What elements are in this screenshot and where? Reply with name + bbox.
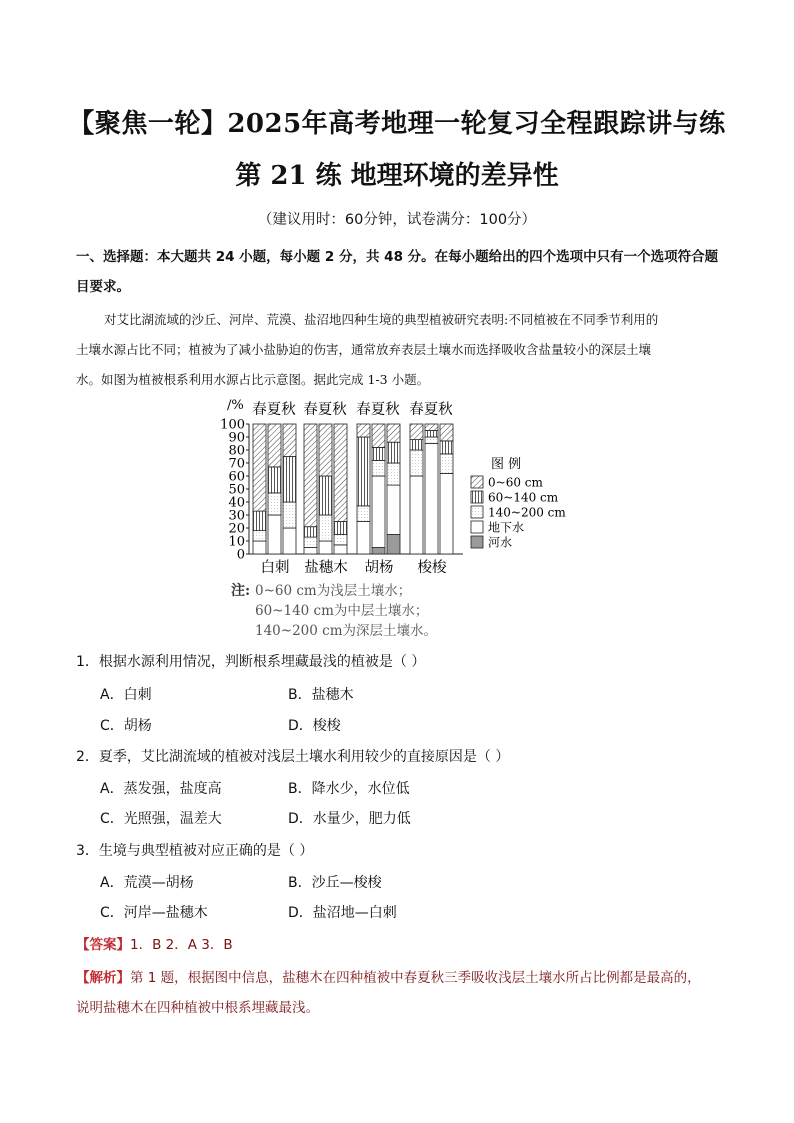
bar-segment [253, 541, 266, 554]
answer-block [76, 933, 233, 953]
material-line3: 水。如图为植被根系利用水源占比示意图。据此完成 1-3 小题。 [76, 372, 430, 387]
y-tick-label: 60 [228, 469, 245, 485]
bar-segment [425, 431, 438, 438]
question-1-option-b: B．盐穗木 [288, 687, 354, 703]
analysis-line1: 第 1 题，根据图中信息，盐穗木在四种植被中春夏秋三季吸收浅层土壤水所占比例都是最高的， [130, 970, 701, 986]
bar-segment [319, 476, 332, 515]
bar-segment [268, 515, 281, 554]
bar-segment [357, 437, 370, 506]
bar-segment [304, 548, 317, 555]
bar-segment [283, 502, 296, 528]
group-label: 胡杨 [364, 560, 394, 576]
answer-text: 1．B 2．A 3．B [130, 937, 233, 953]
y-tick-label: 30 [228, 508, 245, 524]
bar-segment [334, 522, 347, 535]
question-3-option-d: D．盐沼地—白刺 [288, 905, 397, 921]
bar-segment [410, 450, 423, 476]
question-3-option-b: B．沙丘—梭梭 [288, 875, 382, 891]
legend-label: 地下水 [488, 520, 525, 535]
bar-segment [410, 476, 423, 554]
document-title: 【聚焦一轮】2025年高考地理一轮复习全程跟踪讲与练 [68, 109, 726, 139]
note-line-3: 140~200 cm为深层土壤水。 [255, 623, 437, 639]
root-water-source-chart [220, 396, 585, 646]
bar-segment [372, 460, 385, 476]
bar-segment [304, 537, 317, 547]
bar-segment [253, 511, 266, 530]
group-label: 盐穗木 [304, 560, 348, 576]
question-3-option-a: A．荒漠—胡杨 [100, 875, 194, 891]
question-1-option-c: C．胡杨 [100, 718, 152, 734]
y-tick-label: 70 [228, 456, 245, 472]
bar-segment [440, 424, 453, 441]
note-label: 注: [231, 583, 251, 599]
y-tick-label: 90 [228, 430, 245, 446]
chart-legend [471, 457, 566, 550]
question-1-stem: 1．根据水源利用情况，判断根系埋藏最浅的植被是（ ） [76, 654, 426, 670]
bar-segment [283, 528, 296, 554]
y-tick-label: 80 [228, 443, 245, 459]
question-3-stem: 3．生境与典型植被对应正确的是（ ） [76, 843, 314, 859]
analysis-block [76, 963, 736, 1023]
bar-segment [253, 531, 266, 541]
bar-segment [319, 515, 332, 541]
bar-segment [372, 424, 385, 447]
answer-label: 【答案】 [76, 937, 130, 953]
bar-segment [319, 541, 332, 554]
y-tick-label: 100 [220, 417, 245, 433]
season-label: 春夏秋 [303, 402, 347, 418]
bar-segment [387, 485, 400, 534]
bar-segment [357, 506, 370, 522]
y-tick-label: 10 [228, 534, 245, 550]
legend-swatch [471, 506, 483, 518]
bar-segment [440, 473, 453, 554]
bar-segment [334, 545, 347, 554]
bar-segment [283, 457, 296, 503]
question-1-option-a: A．白刺 [100, 687, 152, 703]
bar-segment [440, 454, 453, 474]
bar-segment [319, 424, 332, 476]
material-line2: 土壤水源占比不同；植被为了减小盐胁迫的伤害，通常放弃表层土壤水而选择吸收含盐量较小的深层土壤 [76, 342, 652, 357]
bar-segment [440, 441, 453, 454]
question-2-option-c: C．光照强，温差大 [100, 811, 222, 827]
bar-segment [253, 424, 266, 511]
reading-material [76, 305, 726, 395]
y-axis-unit: /% [227, 398, 244, 413]
season-label: 春夏秋 [252, 402, 296, 418]
bar-segment [372, 476, 385, 548]
question-3-option-c: C．河岸—盐穗木 [100, 905, 208, 921]
bar-segment [410, 440, 423, 450]
legend-swatch [471, 521, 483, 533]
bar-segment [425, 444, 438, 555]
bar-segment [372, 447, 385, 460]
analysis-label: 【解析】 [76, 970, 130, 986]
bar-segment [357, 424, 370, 437]
bar-segment [268, 424, 281, 467]
bar-segment [387, 442, 400, 463]
legend-label: 河水 [488, 535, 513, 550]
bar-segment [410, 424, 423, 440]
section-heading-line1: 一、选择题：本大题共 24 小题，每小题 2 分，共 48 分。在每小题给出的四个选项中只有一个选项符合题 [76, 249, 719, 265]
bar-segment [334, 424, 347, 522]
bar-segment [372, 548, 385, 555]
section-heading-line2: 目要求。 [76, 279, 130, 295]
legend-title: 图 例 [491, 457, 522, 472]
legend-swatch [471, 536, 483, 548]
season-label: 春夏秋 [356, 402, 400, 418]
question-2-stem: 2．夏季，艾比湖流域的植被对浅层土壤水利用较少的直接原因是（ ） [76, 749, 510, 765]
group-label: 白刺 [260, 560, 290, 576]
bar-segment [283, 424, 296, 457]
note-line-2: 60~140 cm为中层土壤水； [255, 603, 429, 619]
question-2-option-d: D．水量少，肥力低 [288, 811, 411, 827]
bar-segment [268, 493, 281, 515]
legend-label: 60~140 cm [488, 490, 559, 505]
exercise-title: 第 21 练 地理环境的差异性 [235, 161, 559, 191]
question-2-option-a: A．蒸发强，盐度高 [100, 781, 222, 797]
note-line-1: 0~60 cm为浅层土壤水； [255, 583, 412, 599]
bar-segment [304, 424, 317, 527]
legend-label: 140~200 cm [488, 505, 566, 520]
y-tick-label: 0 [236, 547, 245, 563]
legend-swatch [471, 476, 483, 488]
season-label: 春夏秋 [409, 402, 453, 418]
bar-segment [357, 522, 370, 555]
material-line1: 对艾比湖流域的沙丘、河岸、荒漠、盐沼地四种生境的典型植被研究表明:不同植被在不同季节利用的 [104, 312, 659, 327]
bar-segment [387, 535, 400, 555]
y-tick-label: 50 [228, 482, 245, 498]
bar-segment [387, 463, 400, 485]
question-2-option-b: B．降水少，水位低 [288, 781, 410, 797]
legend-label: 0~60 cm [488, 475, 543, 490]
bar-segment [425, 424, 438, 431]
bar-segment [387, 424, 400, 442]
legend-swatch [471, 491, 483, 503]
question-1-option-d: D．梭梭 [288, 718, 341, 734]
bar-segment [425, 437, 438, 444]
bar-segment [304, 527, 317, 537]
chart-bars [253, 424, 453, 554]
bar-segment [334, 535, 347, 545]
analysis-line2: 说明盐穗木在四种植被中根系埋藏最浅。 [76, 1000, 319, 1016]
y-tick-label: 40 [228, 495, 245, 511]
y-tick-label: 20 [228, 521, 245, 537]
time-score-note: （建议用时：60分钟，试卷满分：100分） [257, 212, 537, 228]
group-label: 梭梭 [417, 560, 447, 576]
bar-segment [268, 467, 281, 493]
section-heading [76, 242, 726, 302]
